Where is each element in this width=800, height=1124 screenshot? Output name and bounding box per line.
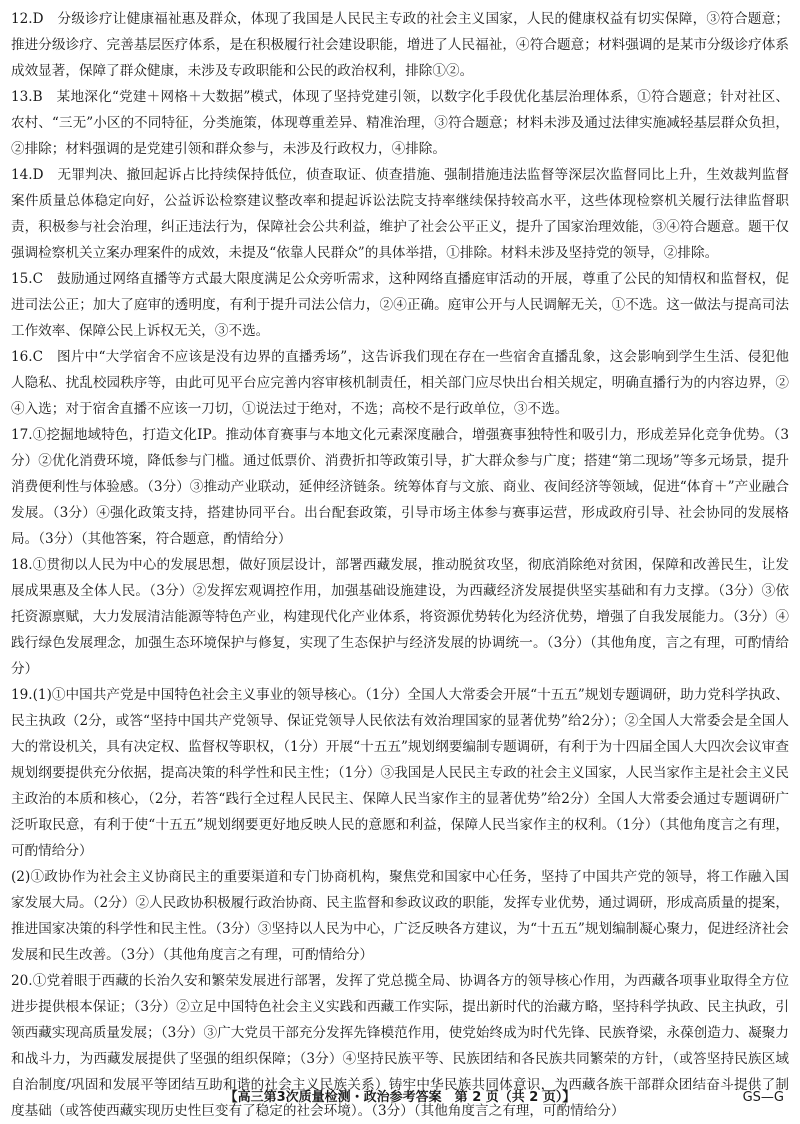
answer-number: 20.	[11, 973, 33, 989]
answer-number: 18.	[11, 557, 33, 573]
answer-list	[11, 6, 789, 1124]
answer-number: 19.	[11, 687, 33, 703]
answer-text: B 某地深化“党建＋网格＋大数据”模式，体现了坚持党建引领，以数字化手段优化基层治理体系，①符合题意；针对社区、农村、“三无”小区的不同特征，分类施策，体现尊重差异、精准治理，③符合题意；材料未涉及通过法律实施减轻基层群众负担，②排除；材料强调的是党建引领和群众参与，未涉及行政权力，④排除。	[11, 89, 789, 157]
answer-item-16	[11, 344, 789, 422]
answer-text: C 图片中“大学宿舍不应该是没有边界的直播秀场”，这告诉我们现在存在一些宿舍直播乱象，这会影响到学生生活、侵犯他人隐私、扰乱校园秩序等，由此可见平台应完善内容审核机制责任，相关部门应尽快出台相关规定，明确直播行为的内容边界，②④入选；对于宿舍直播不应该一刀切，①说法过于绝对，不选；高校不是行政单位，③不选。	[11, 349, 789, 417]
page-footer	[0, 1087, 800, 1109]
answer-text: ①党着眼于西藏的长治久安和繁荣发展进行部署，发挥了党总揽全局、协调各方的领导核心作用，为西藏各项事业取得全方位进步提供根本保证；（3分）②立足中国特色社会主义实践和西藏工作实际，提出新时代的治藏方略，坚持科学执政、民主执政，引领西藏实现高质量发展；（3分）③广大党员干部充分发挥先锋模范作用，使党始终成为时代先锋、民族脊梁，永葆创造力、凝聚力和战斗力，为西藏发展提供了坚强的组织保障；（3分）④坚持民族平等、民族团结和各民族共同繁荣的方针，（或答坚持民族区域自治制度/巩固和发展平等团结互助和谐的社会主义民族关系）铸牢中华民族共同体意识，为西藏各族干部群众团结奋斗提供了制度基础（或答使西藏实现历史性巨变有了稳定的社会环境）。（3分）（其他角度言之有理，可酌情给分）	[11, 973, 789, 1119]
answer-item-17	[11, 422, 789, 552]
answer-number: 16.	[11, 349, 33, 365]
answer-text: D 无罪判决、撤回起诉占比持续保持低位，侦查取证、侦查措施、强制措施违法监督等深层次监督同比上升，生效裁判监督案件质量总体稳定向好，公益诉讼检察建议整改率和提起诉讼法院支持率继续保持较高水平，这些体现检察机关履行法律监督职责，积极参与社会治理，纠正违法行为，保障社会公共利益，维护了社会公平正义，提升了国家治理效能，③④符合题意。题干仅强调检察机关立案办理案件的成效，未提及“依靠人民群众”的具体举措，①排除。材料未涉及坚持党的领导，②排除。	[11, 167, 789, 261]
answer-text: C 鼓励通过网络直播等方式最大限度满足公众旁听需求，这种网络直播庭审活动的开展，尊重了公民的知情权和监督权，促进司法公正；加大了庭审的透明度，有利于提升司法公信力，②④正确。庭审公开与人民调解无关，①不选。这一做法与提高司法工作效率、保障公民上诉权无关，③不选。	[11, 271, 789, 339]
answer-item-18	[11, 552, 789, 682]
answer-number: 12.	[11, 11, 33, 27]
answer-item-13	[11, 84, 789, 162]
footer-code: GS—G	[742, 1090, 784, 1105]
answer-item-12	[11, 6, 789, 84]
answer-item-14	[11, 162, 789, 266]
answer-number: 14.	[11, 167, 33, 183]
answer-text: ①挖掘地域特色，打造文化IP。推动体育赛事与本地文化元素深度融合，增强赛事独特性和吸引力，形成差异化竞争优势。（3分）②优化消费环境，降低参与门槛。通过低票价、消费折扣等政策引导，扩大群众参与广度；搭建“第二现场”等多元场景，提升消费便利性与体验感。（3分）③推动产业联动，延伸经济链条。统筹体育与文旅、商业、夜间经济等领域，促进“体育＋”产业融合发展。（3分）④强化政策支持，搭建协同平台。出台配套政策，引导市场主体参与赛事运营，形成政府引导、社会协同的发展格局。（3分）（其他答案，符合题意，酌情给分）	[11, 427, 789, 547]
answer-text: (1)①中国共产党是中国特色社会主义事业的领导核心。（1分）全国人大常委会开展“十五五”规划专题调研，助力党科学执政、民主执政（2分，或答“坚持中国共产党领导、保证党领导人民依法有效治理国家的显著优势”给2分）；②全国人大常委会是全国人大的常设机关，具有决定权、监督权等职权，（1分）开展“十五五”规划纲要编制专题调研，有利于为十四届全国人大四次会议审查规划纲要提供充分依据，提高决策的科学性和民主性；（1分）③我国是人民民主专政的社会主义国家，人民当家作主是社会主义民主政治的本质和核心，（2分，若答“践行全过程人民民主、保障人民当家作主的显著优势”给2分）全国人大常委会通过专题调研广泛听取民意，有利于使“十五五”规划纲要更好地反映人民的意愿和利益，保障人民当家作主的权利。（1分）（其他角度言之有理，可酌情给分）	[11, 687, 789, 859]
answer-number: 17.	[11, 427, 33, 443]
answer-number: 15.	[11, 271, 33, 287]
answer-text: D 分级诊疗让健康福祉惠及群众，体现了我国是人民民主专政的社会主义国家，人民的健康权益有切实保障，③符合题意；推进分级诊疗、完善基层医疗体系，是在积极履行社会建设职能，增进了人民福祉，④符合题意；材料强调的是某市分级诊疗体系成效显著，保障了群众健康，未涉及专政职能和公民的政治权利，排除①②。	[11, 11, 789, 79]
answer-text: ①贯彻以人民为中心的发展思想，做好顶层设计，部署西藏发展，推动脱贫攻坚，彻底消除绝对贫困，保障和改善民生，让发展成果惠及全体人民。（3分）②发挥宏观调控作用，加强基础设施建设，为西藏经济发展提供坚实基础和有力支撑。（3分）③依托资源禀赋，大力发展清洁能源等特色产业，构建现代化产业体系，将资源优势转化为经济优势，增强了自我发展能力。（3分）④践行绿色发展理念，加强生态环境保护与修复，实现了生态保护与经济发展的协调统一。（3分）（其他角度，言之有理，可酌情给分）	[11, 557, 789, 677]
answer-number: 13.	[11, 89, 33, 105]
footer-title: 【高三第3次质量检测・政治参考答案 第 2 页（共 2 页）】	[224, 1090, 576, 1105]
answer-item-19	[11, 682, 789, 864]
answer-item-19-part-2: (2)①政协作为社会主义协商民主的重要渠道和专门协商机构，聚焦党和国家中心任务，坚持了中国共产党的领导，将工作融入国家发展大局。（2分）②人民政协积极履行政治协商、民主监督和参政议政的职能，发挥专业优势，通过调研，形成高质量的提案，推进国家决策的科学性和民主性。（3分）③坚持以人民为中心，广泛反映各方建议，为“十五五”规划编制凝心聚力，促进经济社会发展和民生改善。（3分）（其他角度言之有理，可酌情给分）	[11, 869, 789, 963]
answer-item-15	[11, 266, 789, 344]
